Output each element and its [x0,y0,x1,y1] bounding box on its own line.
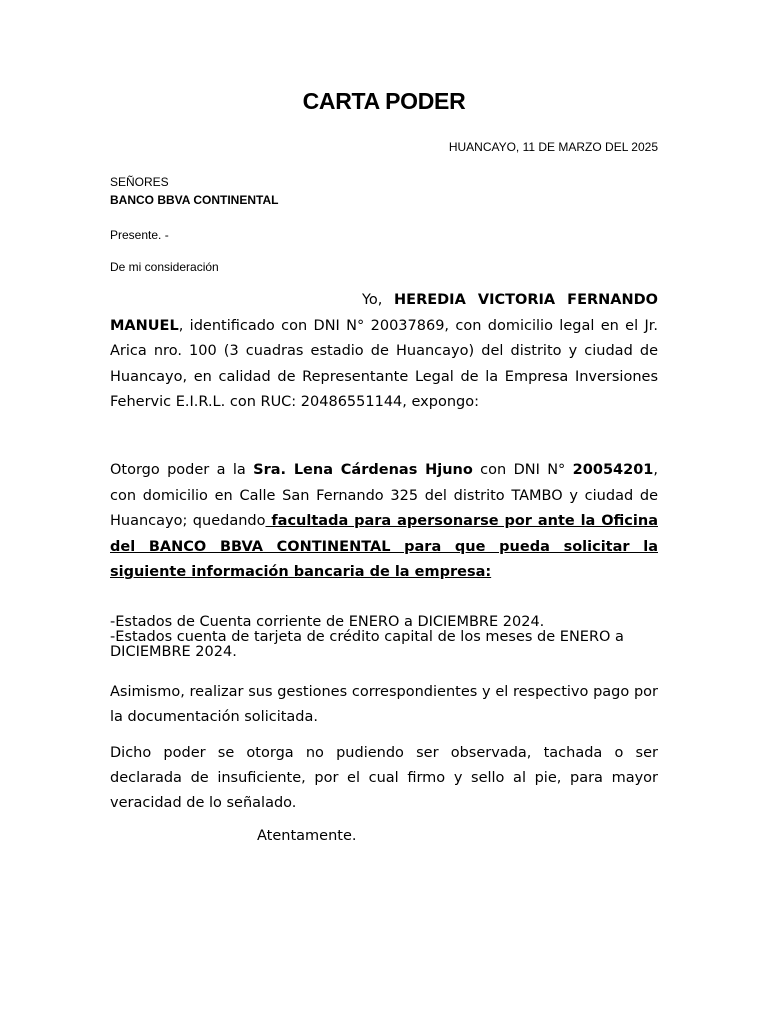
recipient-greeting: SEÑORES [110,175,169,189]
requested-info-list [110,615,658,660]
date-line: HUANCAYO, 11 DE MARZO DEL 2025 [448,140,658,154]
grant-part3: , con domicilio en Calle San Fernando 325 del distrito TAMBO y ciudad de Huancayo; quedando [110,462,658,529]
paragraph-management: Asimismo, realizar sus gestiones correspondientes y el respectivo pago por la documentación solicitada. [110,684,658,725]
list-item: -Estados cuenta de tarjeta de crédito capital de los meses de ENERO a DICIEMBRE 2024. [110,629,624,660]
paragraph-grantor [110,288,658,416]
paragraph-power-grant [110,458,658,586]
grant-part1: Otorgo poder a la [110,462,254,478]
grant-part2: con DNI N° [472,462,573,478]
closing-line: Atentamente. [257,828,357,844]
recipient-company: BANCO BBVA CONTINENTAL [110,193,279,207]
document-title: CARTA PODER [302,88,466,114]
paragraph-validity: Dicho poder se otorga no pudiendo ser observada, tachada o ser declarada de insuficiente, por el cual firmo y sello al pie, para mayor veracidad de lo señalado. [110,745,658,811]
agent-dni: 20054201 [572,462,654,478]
grantor-intro: Yo, [362,292,395,308]
consideracion-line: De mi consideración [110,260,219,274]
grant-faculties: facultada para apersonarse por ante la Oficina del BANCO BBVA CONTINENTAL para que pueda solicitar la siguiente información bancaria de la empresa: [110,513,658,580]
agent-name: Sra. Lena Cárdenas Hjuno [253,462,473,478]
grantor-details: , identificado con DNI N° 20037869, con domicilio legal en el Jr. Arica nro. 100 (3 cuadras estadio de Huancayo) del distrito y ciudad de Huancayo, en calidad de Representante Legal de la Empresa Inversiones Fehervic E.I.R.L. con RUC: 20486551144, expongo: [110,317,658,410]
presente-line: Presente. - [110,228,169,242]
list-item: -Estados de Cuenta corriente de ENERO a DICIEMBRE 2024. [110,614,545,630]
grantor-name: HEREDIA VICTORIA FERNANDO MANUEL [110,292,658,334]
